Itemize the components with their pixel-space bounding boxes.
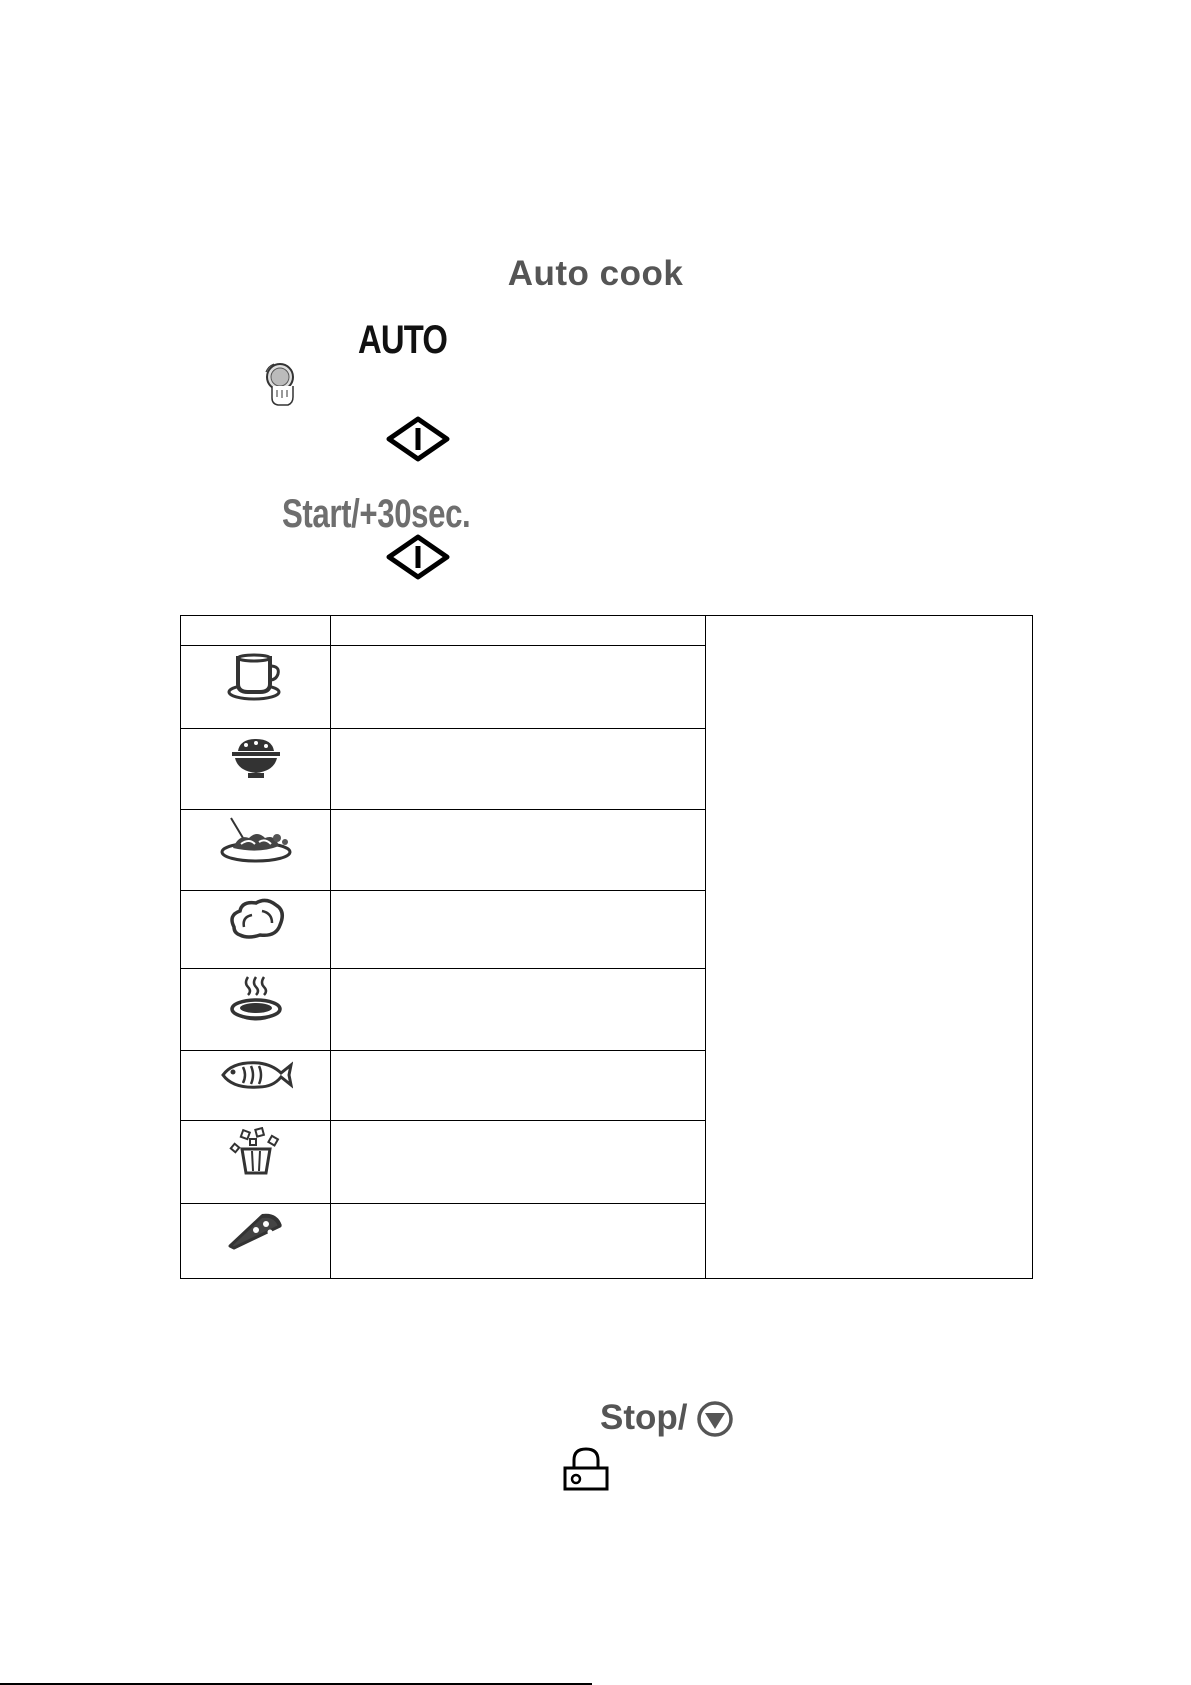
icon-cell: [181, 1204, 331, 1279]
row-text: [331, 646, 706, 729]
row-text: [331, 729, 706, 810]
row-text: [331, 1204, 706, 1279]
header-cell: [331, 616, 706, 646]
stop-label: Stop/: [600, 1398, 688, 1437]
start-30sec-label: Start/+30sec.: [282, 492, 471, 536]
pizza-slice-icon: [181, 1210, 330, 1250]
auto-cook-table: [180, 615, 1033, 1279]
child-lock-icon: [562, 1446, 610, 1497]
rotary-dial-hand-icon: [262, 362, 300, 413]
potato-icon: [181, 897, 330, 941]
rice-bowl-icon: [181, 735, 330, 785]
icon-cell: [181, 969, 331, 1051]
auto-label: AUTO: [358, 318, 448, 362]
soup-bowl-icon: [181, 975, 330, 1025]
popcorn-icon: [181, 1127, 330, 1177]
start-diamond-icon: [386, 416, 450, 467]
row-text: [331, 1051, 706, 1121]
icon-cell: [181, 891, 331, 969]
icon-cell: [181, 646, 331, 729]
page-title: Auto cook: [507, 254, 684, 293]
icon-cell: [181, 729, 331, 810]
icon-cell: [181, 810, 331, 891]
row-text: [331, 969, 706, 1051]
row-text: [331, 1121, 706, 1204]
table-header-row: [181, 616, 1033, 646]
stop-circle-down-icon: [696, 1400, 734, 1443]
header-cell: [181, 616, 331, 646]
row-text: [331, 810, 706, 891]
beverage-cup-icon: [181, 652, 330, 702]
fish-icon: [181, 1057, 330, 1093]
header-cell: [706, 616, 1033, 1279]
start-diamond-icon: [386, 534, 450, 585]
pasta-plate-icon: [181, 816, 330, 866]
icon-cell: [181, 1121, 331, 1204]
icon-cell: [181, 1051, 331, 1121]
row-text: [331, 891, 706, 969]
